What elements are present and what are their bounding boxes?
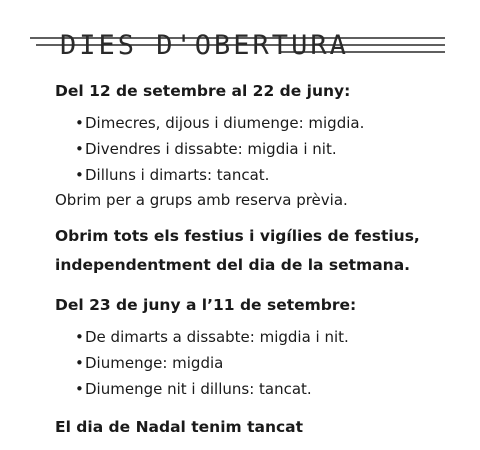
bullet-icon: • xyxy=(75,166,84,184)
christmas-closed-note: El dia de Nadal tenim tancat xyxy=(55,418,304,436)
bullet-icon: • xyxy=(75,114,84,132)
season2-list xyxy=(55,324,475,402)
bullet-icon: • xyxy=(75,328,84,346)
season2-heading: Del 23 de juny a l’11 de setembre: xyxy=(55,296,357,314)
season1-list xyxy=(55,110,475,188)
list-item: •Diumenge: migdia xyxy=(75,350,475,376)
opening-hours-content xyxy=(55,80,475,438)
season1-heading: Del 12 de setembre al 22 de juny: xyxy=(55,82,351,100)
group-reservation-note: Obrim per a grups amb reserva prèvia. xyxy=(55,191,348,209)
bullet-icon: • xyxy=(75,354,84,372)
header xyxy=(30,14,450,64)
holidays-line-2: independentment del dia de la setmana. xyxy=(55,256,411,274)
bullet-icon: • xyxy=(75,380,84,398)
list-item: •Dimecres, dijous i diumenge: migdia. xyxy=(75,110,475,136)
bullet-icon: • xyxy=(75,140,84,158)
list-item: •Divendres i dissabte: migdia i nit. xyxy=(75,136,475,162)
list-item: •Diumenge nit i dilluns: tancat. xyxy=(75,376,475,402)
page-title: DIES D'OBERTURA xyxy=(60,30,349,61)
list-item: •Dilluns i dimarts: tancat. xyxy=(75,162,475,188)
holidays-line-1: Obrim tots els festius i vigílies de festius, xyxy=(55,227,420,245)
list-item: •De dimarts a dissabte: migdia i nit. xyxy=(75,324,475,350)
